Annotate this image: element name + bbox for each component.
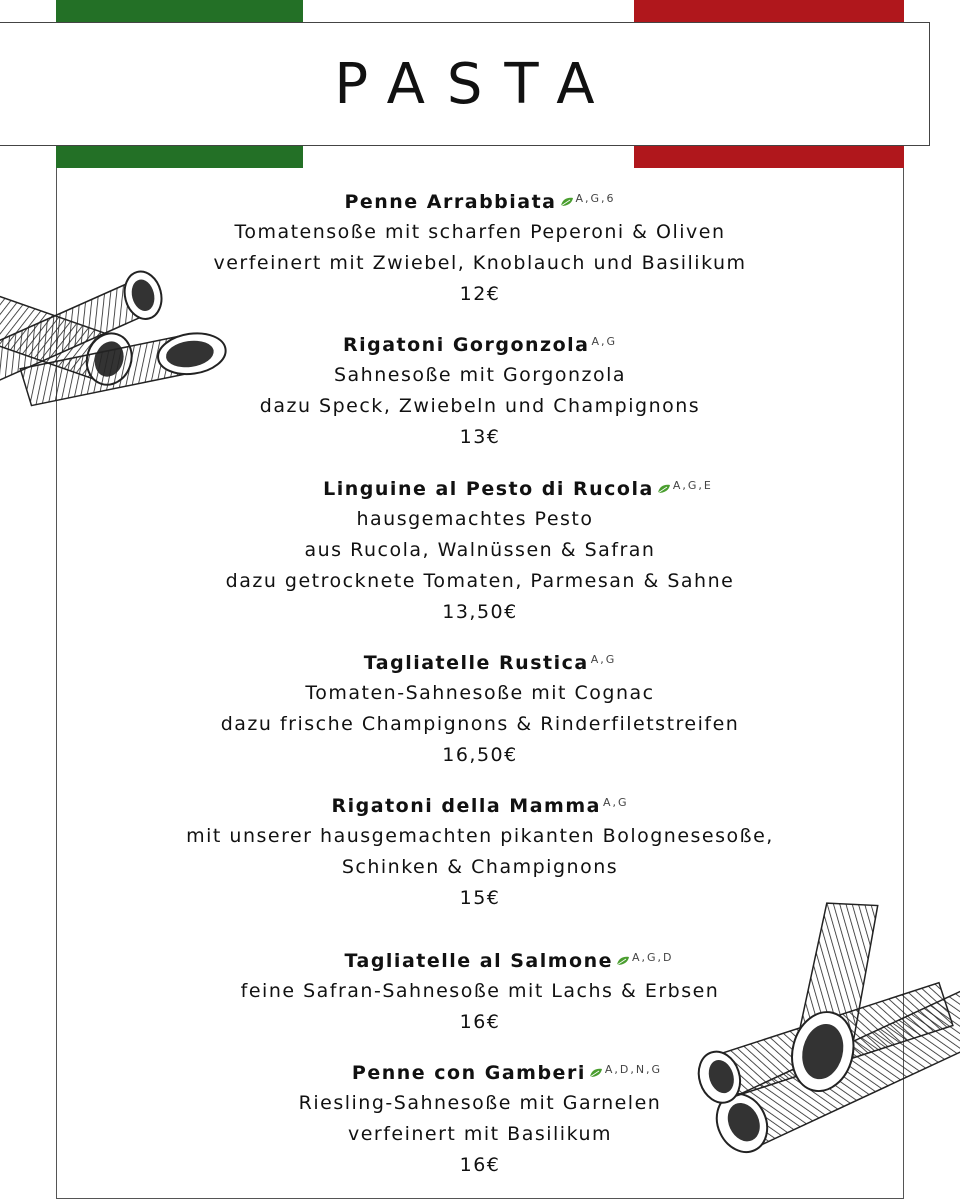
allergen-codes: A,G,E (672, 479, 713, 492)
title-banner (0, 22, 930, 146)
dish-price: 12€ (459, 283, 501, 305)
flag-white (303, 146, 634, 168)
flag-red (634, 0, 904, 22)
flag-green (56, 146, 303, 168)
dish-name: Tagliatelle Rustica (363, 652, 589, 674)
allergen-codes: A,D,N,G (604, 1063, 663, 1076)
dish-description: dazu Speck, Zwiebeln und Champignons (259, 395, 701, 417)
allergen-codes: A,G (591, 335, 618, 348)
menu-item (150, 471, 810, 628)
flag-white (303, 0, 634, 22)
dish-price: 13,50€ (442, 601, 518, 623)
dish-price: 16€ (459, 1154, 501, 1176)
menu-item (150, 645, 810, 771)
page-title: PASTA (334, 51, 617, 117)
allergen-codes: A,G,6 (575, 192, 616, 205)
dish-description: hausgemachtes Pesto (356, 508, 594, 530)
vegetarian-leaf-icon (589, 1068, 603, 1078)
dish-description: verfeinert mit Basilikum (347, 1123, 613, 1145)
vegetarian-leaf-icon (657, 484, 671, 494)
dish-price: 16,50€ (442, 744, 518, 766)
flag-red (634, 146, 904, 168)
menu-item (130, 788, 830, 914)
menu-item (180, 943, 780, 1038)
allergen-codes: A,G (590, 653, 617, 666)
flag-green (56, 0, 303, 22)
dish-description: verfeinert mit Zwiebel, Knoblauch und Basilikum (213, 252, 747, 274)
dish-description: Riesling-Sahnesoße mit Garnelen (298, 1092, 662, 1114)
dish-description: aus Rucola, Walnüssen & Safran (304, 539, 656, 561)
allergen-codes: A,G,D (632, 951, 674, 964)
italian-flag-stripe-bottom (56, 146, 904, 168)
dish-name: Rigatoni della Mamma (331, 795, 601, 817)
menu-item (160, 184, 800, 310)
dish-name: Tagliatelle al Salmone (344, 950, 613, 972)
dish-description: Sahnesoße mit Gorgonzola (333, 364, 627, 386)
dish-description: mit unserer hausgemachten pikanten Bolognesesoße, (186, 825, 774, 847)
menu-item (180, 1055, 780, 1181)
dish-price: 13€ (459, 426, 501, 448)
dish-name: Penne con Gamberi (351, 1062, 586, 1084)
dish-description: Schinken & Champignons (341, 856, 619, 878)
vegetarian-leaf-icon (560, 197, 574, 207)
allergen-codes: A,G (602, 796, 629, 809)
menu-item (180, 327, 780, 453)
dish-description: Tomatensoße mit scharfen Peperoni & Oliven (234, 221, 726, 243)
italian-flag-stripe-top (56, 0, 904, 22)
dish-description: dazu frische Champignons & Rinderfiletstreifen (220, 713, 740, 735)
dish-name: Linguine al Pesto di Rucola (323, 478, 654, 500)
vegetarian-leaf-icon (616, 956, 630, 966)
dish-price: 15€ (459, 887, 501, 909)
dish-price: 16€ (459, 1011, 501, 1033)
dish-name: Penne Arrabbiata (344, 191, 557, 213)
dish-description: Tomaten-Sahnesoße mit Cognac (305, 682, 655, 704)
dish-name: Rigatoni Gorgonzola (342, 334, 590, 356)
dish-description: dazu getrocknete Tomaten, Parmesan & Sahne (225, 570, 735, 592)
dish-description: feine Safran-Sahnesoße mit Lachs & Erbsen (240, 980, 720, 1002)
